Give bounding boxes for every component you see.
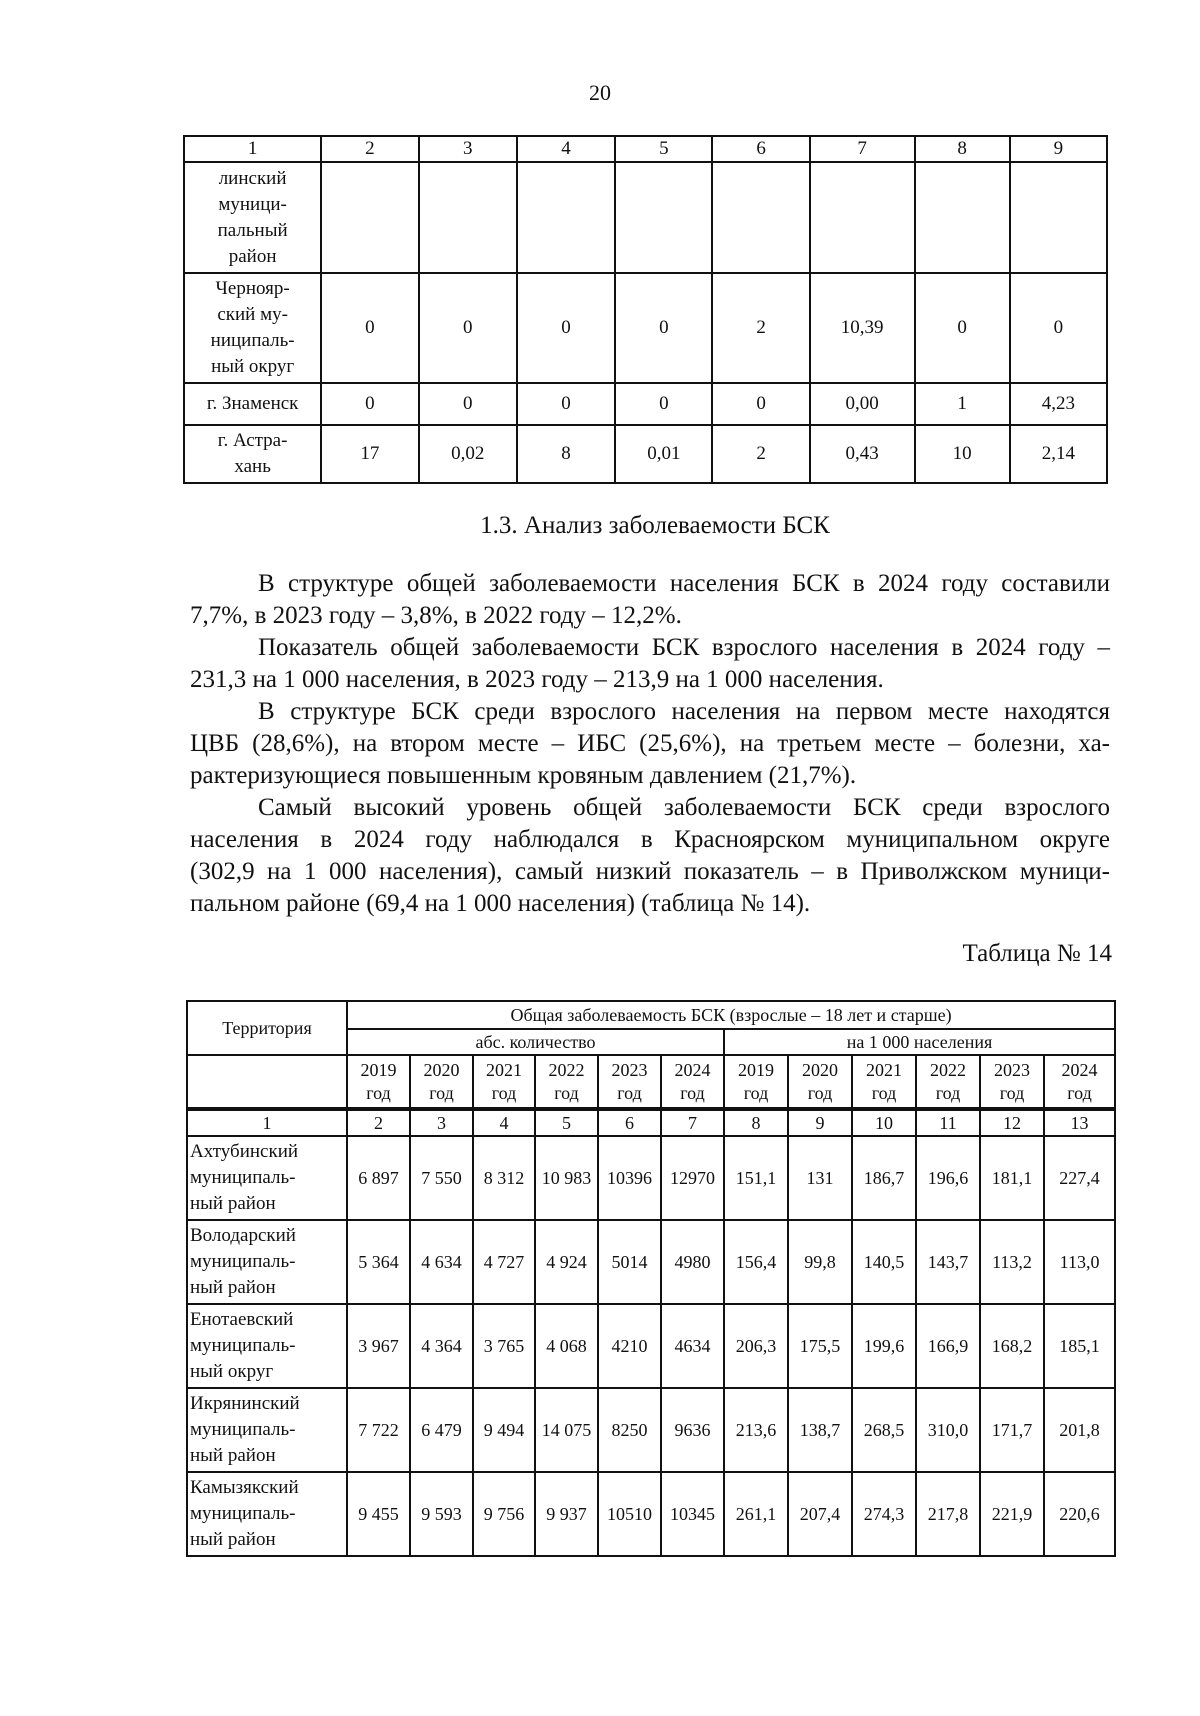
territory-name: Енотаевский муниципаль- ный округ	[187, 1304, 347, 1388]
empty-header-cell	[187, 1055, 347, 1109]
paragraph-line: Самый высокий уровень общей заболеваемости БСК среди взрослого	[258, 794, 1110, 821]
table-cell: 1	[915, 383, 1010, 425]
table-cell: 10	[915, 425, 1010, 483]
table-cell: 4980	[661, 1220, 724, 1304]
table-cell: 186,7	[852, 1136, 916, 1220]
table-cell: 17	[321, 425, 418, 483]
page-number: 20	[589, 80, 611, 105]
table-cell: 9 593	[410, 1472, 473, 1556]
year-header: 2019 год	[347, 1055, 410, 1109]
year-header: 2021 год	[852, 1055, 916, 1109]
year-header: 2023 год	[980, 1055, 1044, 1109]
sub-header-absolute: абс. количество	[347, 1029, 724, 1055]
year-header: 2024 год	[661, 1055, 724, 1109]
column-number: 12	[980, 1109, 1044, 1136]
paragraph-line: В структуре БСК среди взрослого населения на первом месте находятся	[258, 698, 1110, 725]
paragraph-line: пальном районе (69,4 на 1 000 населения) (таблица № 14).	[190, 890, 811, 917]
table-row	[184, 273, 1107, 383]
table-cell: 7 550	[410, 1136, 473, 1220]
territory-name: Камызякский муниципаль- ный район	[187, 1472, 347, 1556]
year-header: 2023 год	[598, 1055, 661, 1109]
table-cell: 0	[321, 273, 418, 383]
header-cell: 7	[810, 136, 915, 162]
table-cell: 196,6	[916, 1136, 980, 1220]
table-cell: 0	[419, 273, 517, 383]
column-number: 2	[347, 1109, 410, 1136]
table-cell: 0,02	[419, 425, 517, 483]
column-number: 7	[661, 1109, 724, 1136]
table-cell: 113,2	[980, 1220, 1044, 1304]
year-header: 2022 год	[535, 1055, 598, 1109]
table-cell: 4 634	[410, 1220, 473, 1304]
table-cell: 12970	[661, 1136, 724, 1220]
table-cell: 113,0	[1044, 1220, 1115, 1304]
table-cell: 207,4	[788, 1472, 852, 1556]
table-cell: 0	[321, 383, 418, 425]
table-row	[184, 383, 1107, 425]
territory-name: Ахтубинский муниципаль- ный район	[187, 1136, 347, 1220]
table-cell: 220,6	[1044, 1472, 1115, 1556]
year-header: 2020 год	[788, 1055, 852, 1109]
table-cell: 10510	[598, 1472, 661, 1556]
table-cell: 7 722	[347, 1388, 410, 1472]
table-cell: 181,1	[980, 1136, 1044, 1220]
table-cell: 2,14	[1010, 425, 1107, 483]
table-cell: 166,9	[916, 1304, 980, 1388]
group-header: Общая заболеваемость БСК (взрослые – 18 лет и старше)	[347, 1001, 1115, 1029]
table-cell: 156,4	[724, 1220, 788, 1304]
table-cell: 8250	[598, 1388, 661, 1472]
table-cell: 2	[712, 425, 809, 483]
table-cell	[1010, 162, 1107, 273]
table-cell: 0	[712, 383, 809, 425]
header-cell: 3	[419, 136, 517, 162]
table-row	[187, 1304, 1115, 1388]
table-cell: 3 765	[473, 1304, 535, 1388]
table-cell: 99,8	[788, 1220, 852, 1304]
table-cell: 0,43	[810, 425, 915, 483]
table-cell: 0	[615, 383, 712, 425]
paragraph-line: 231,3 на 1 000 населения, в 2023 году – 213,9 на 1 000 населения.	[190, 666, 884, 693]
table-cell: 4 068	[535, 1304, 598, 1388]
table-cell: 221,9	[980, 1472, 1044, 1556]
paragraph-line: В структуре общей заболеваемости населения БСК в 2024 году составили	[258, 570, 1110, 597]
year-header: 2022 год	[916, 1055, 980, 1109]
table-cell: 143,7	[916, 1220, 980, 1304]
table-cell: 14 075	[535, 1388, 598, 1472]
table-cell	[810, 162, 915, 273]
table-cell: 206,3	[724, 1304, 788, 1388]
table-header-row	[184, 136, 1107, 162]
table-cell: 227,4	[1044, 1136, 1115, 1220]
header-cell: 4	[517, 136, 615, 162]
column-number: 1	[187, 1109, 347, 1136]
table-row	[187, 1388, 1115, 1472]
table-cell: 0,01	[615, 425, 712, 483]
table-cell: 10,39	[810, 273, 915, 383]
table-cell: 201,8	[1044, 1388, 1115, 1472]
table-row	[187, 1136, 1115, 1220]
territory-name: Володарский муниципаль- ный район	[187, 1220, 347, 1304]
table-cell: 6 897	[347, 1136, 410, 1220]
table-cell: 199,6	[852, 1304, 916, 1388]
table-cell: 0,00	[810, 383, 915, 425]
table-cell: 3 967	[347, 1304, 410, 1388]
paragraph-line: Показатель общей заболеваемости БСК взрослого населения в 2024 году –	[258, 634, 1110, 661]
column-number: 6	[598, 1109, 661, 1136]
table-cell: 0	[517, 273, 615, 383]
paragraph	[190, 568, 1110, 632]
year-header: 2019 год	[724, 1055, 788, 1109]
table-cell: 9636	[661, 1388, 724, 1472]
table-cell: 4 727	[473, 1220, 535, 1304]
year-header-row	[187, 1055, 1115, 1109]
table-cell	[915, 162, 1010, 273]
section-title: 1.3. Анализ заболеваемости БСК	[480, 512, 830, 539]
column-number: 10	[852, 1109, 916, 1136]
table-cell: 171,7	[980, 1388, 1044, 1472]
paragraph	[190, 632, 1110, 696]
column-number: 3	[410, 1109, 473, 1136]
table-cell: 10396	[598, 1136, 661, 1220]
table-row	[187, 1472, 1115, 1556]
table-cell: 138,7	[788, 1388, 852, 1472]
year-header: 2020 год	[410, 1055, 473, 1109]
paragraph-line: населения в 2024 году наблюдался в Красноярском муниципальном округе	[190, 826, 1110, 853]
header-cell: 5	[615, 136, 712, 162]
table-cell: 6 479	[410, 1388, 473, 1472]
paragraph	[190, 792, 1110, 920]
table-caption: Таблица № 14	[962, 940, 1112, 967]
table-cell: 4,23	[1010, 383, 1107, 425]
paragraph-line: ЦВБ (28,6%), на втором месте – ИБС (25,6%), на третьем месте – болезни, ха-	[190, 730, 1110, 757]
header-cell: 9	[1010, 136, 1107, 162]
table-cell: 9 455	[347, 1472, 410, 1556]
table-cell: 9 937	[535, 1472, 598, 1556]
table-row	[184, 425, 1107, 483]
column-number: 13	[1044, 1109, 1115, 1136]
header-cell: 1	[184, 136, 321, 162]
table-cell: 185,1	[1044, 1304, 1115, 1388]
table-cell	[712, 162, 809, 273]
table-cell: 140,5	[852, 1220, 916, 1304]
table-cell: 5014	[598, 1220, 661, 1304]
column-number: 8	[724, 1109, 788, 1136]
table-cell: 4210	[598, 1304, 661, 1388]
territory-name: линский муници- пальный район	[184, 162, 321, 273]
table-cell: 8 312	[473, 1136, 535, 1220]
territory-name: г. Знаменск	[184, 383, 321, 425]
table-cell: 274,3	[852, 1472, 916, 1556]
table-cell: 4634	[661, 1304, 724, 1388]
table-cell: 4 924	[535, 1220, 598, 1304]
column-number: 9	[788, 1109, 852, 1136]
year-header: 2024 год	[1044, 1055, 1115, 1109]
column-number: 4	[473, 1109, 535, 1136]
table-cell: 9 494	[473, 1388, 535, 1472]
table-cell	[517, 162, 615, 273]
table-row	[187, 1220, 1115, 1304]
table-cell: 261,1	[724, 1472, 788, 1556]
sub-header-per-thousand: на 1 000 населения	[724, 1029, 1115, 1055]
table-header-row	[187, 1001, 1115, 1029]
territory-name: Икрянинский муниципаль- ный район	[187, 1388, 347, 1472]
table-cell: 268,5	[852, 1388, 916, 1472]
table-cell: 2	[712, 273, 809, 383]
table-cell: 10 983	[535, 1136, 598, 1220]
paragraph-line: 7,7%, в 2023 году – 3,8%, в 2022 году – 12,2%.	[190, 602, 682, 629]
table-cell: 310,0	[916, 1388, 980, 1472]
territory-name: г. Астра- хань	[184, 425, 321, 483]
table-cell: 0	[915, 273, 1010, 383]
table-cell	[321, 162, 418, 273]
table-cell: 131	[788, 1136, 852, 1220]
paragraph-line: рактеризующиеся повышенным кровяным давлением (21,7%).	[190, 762, 857, 789]
table-cell: 151,1	[724, 1136, 788, 1220]
column-number: 5	[535, 1109, 598, 1136]
table-cell: 0	[419, 383, 517, 425]
header-cell: 8	[915, 136, 1010, 162]
column-number: 11	[916, 1109, 980, 1136]
table-cell: 0	[517, 383, 615, 425]
table-row	[184, 162, 1107, 273]
table-cell: 8	[517, 425, 615, 483]
table-cell: 175,5	[788, 1304, 852, 1388]
table-cell: 0	[1010, 273, 1107, 383]
table-cell	[615, 162, 712, 273]
column-number-row	[187, 1109, 1115, 1136]
table-cell	[419, 162, 517, 273]
table-cell: 9 756	[473, 1472, 535, 1556]
year-header: 2021 год	[473, 1055, 535, 1109]
paragraph-line: (302,9 на 1 000 населения), самый низкий показатель – в Приволжском муници-	[190, 858, 1110, 885]
table-cell: 0	[615, 273, 712, 383]
table-cell: 213,6	[724, 1388, 788, 1472]
table-cell: 4 364	[410, 1304, 473, 1388]
territory-header: Территория	[187, 1001, 347, 1055]
table-cell: 217,8	[916, 1472, 980, 1556]
paragraph	[190, 696, 1110, 792]
table-cell: 5 364	[347, 1220, 410, 1304]
table-cell: 168,2	[980, 1304, 1044, 1388]
header-cell: 6	[712, 136, 809, 162]
table-cell: 10345	[661, 1472, 724, 1556]
continuation-table	[183, 135, 1108, 484]
incidence-table	[186, 1000, 1116, 1557]
territory-name: Чернояр- ский му- ниципаль- ный округ	[184, 273, 321, 383]
header-cell: 2	[321, 136, 418, 162]
